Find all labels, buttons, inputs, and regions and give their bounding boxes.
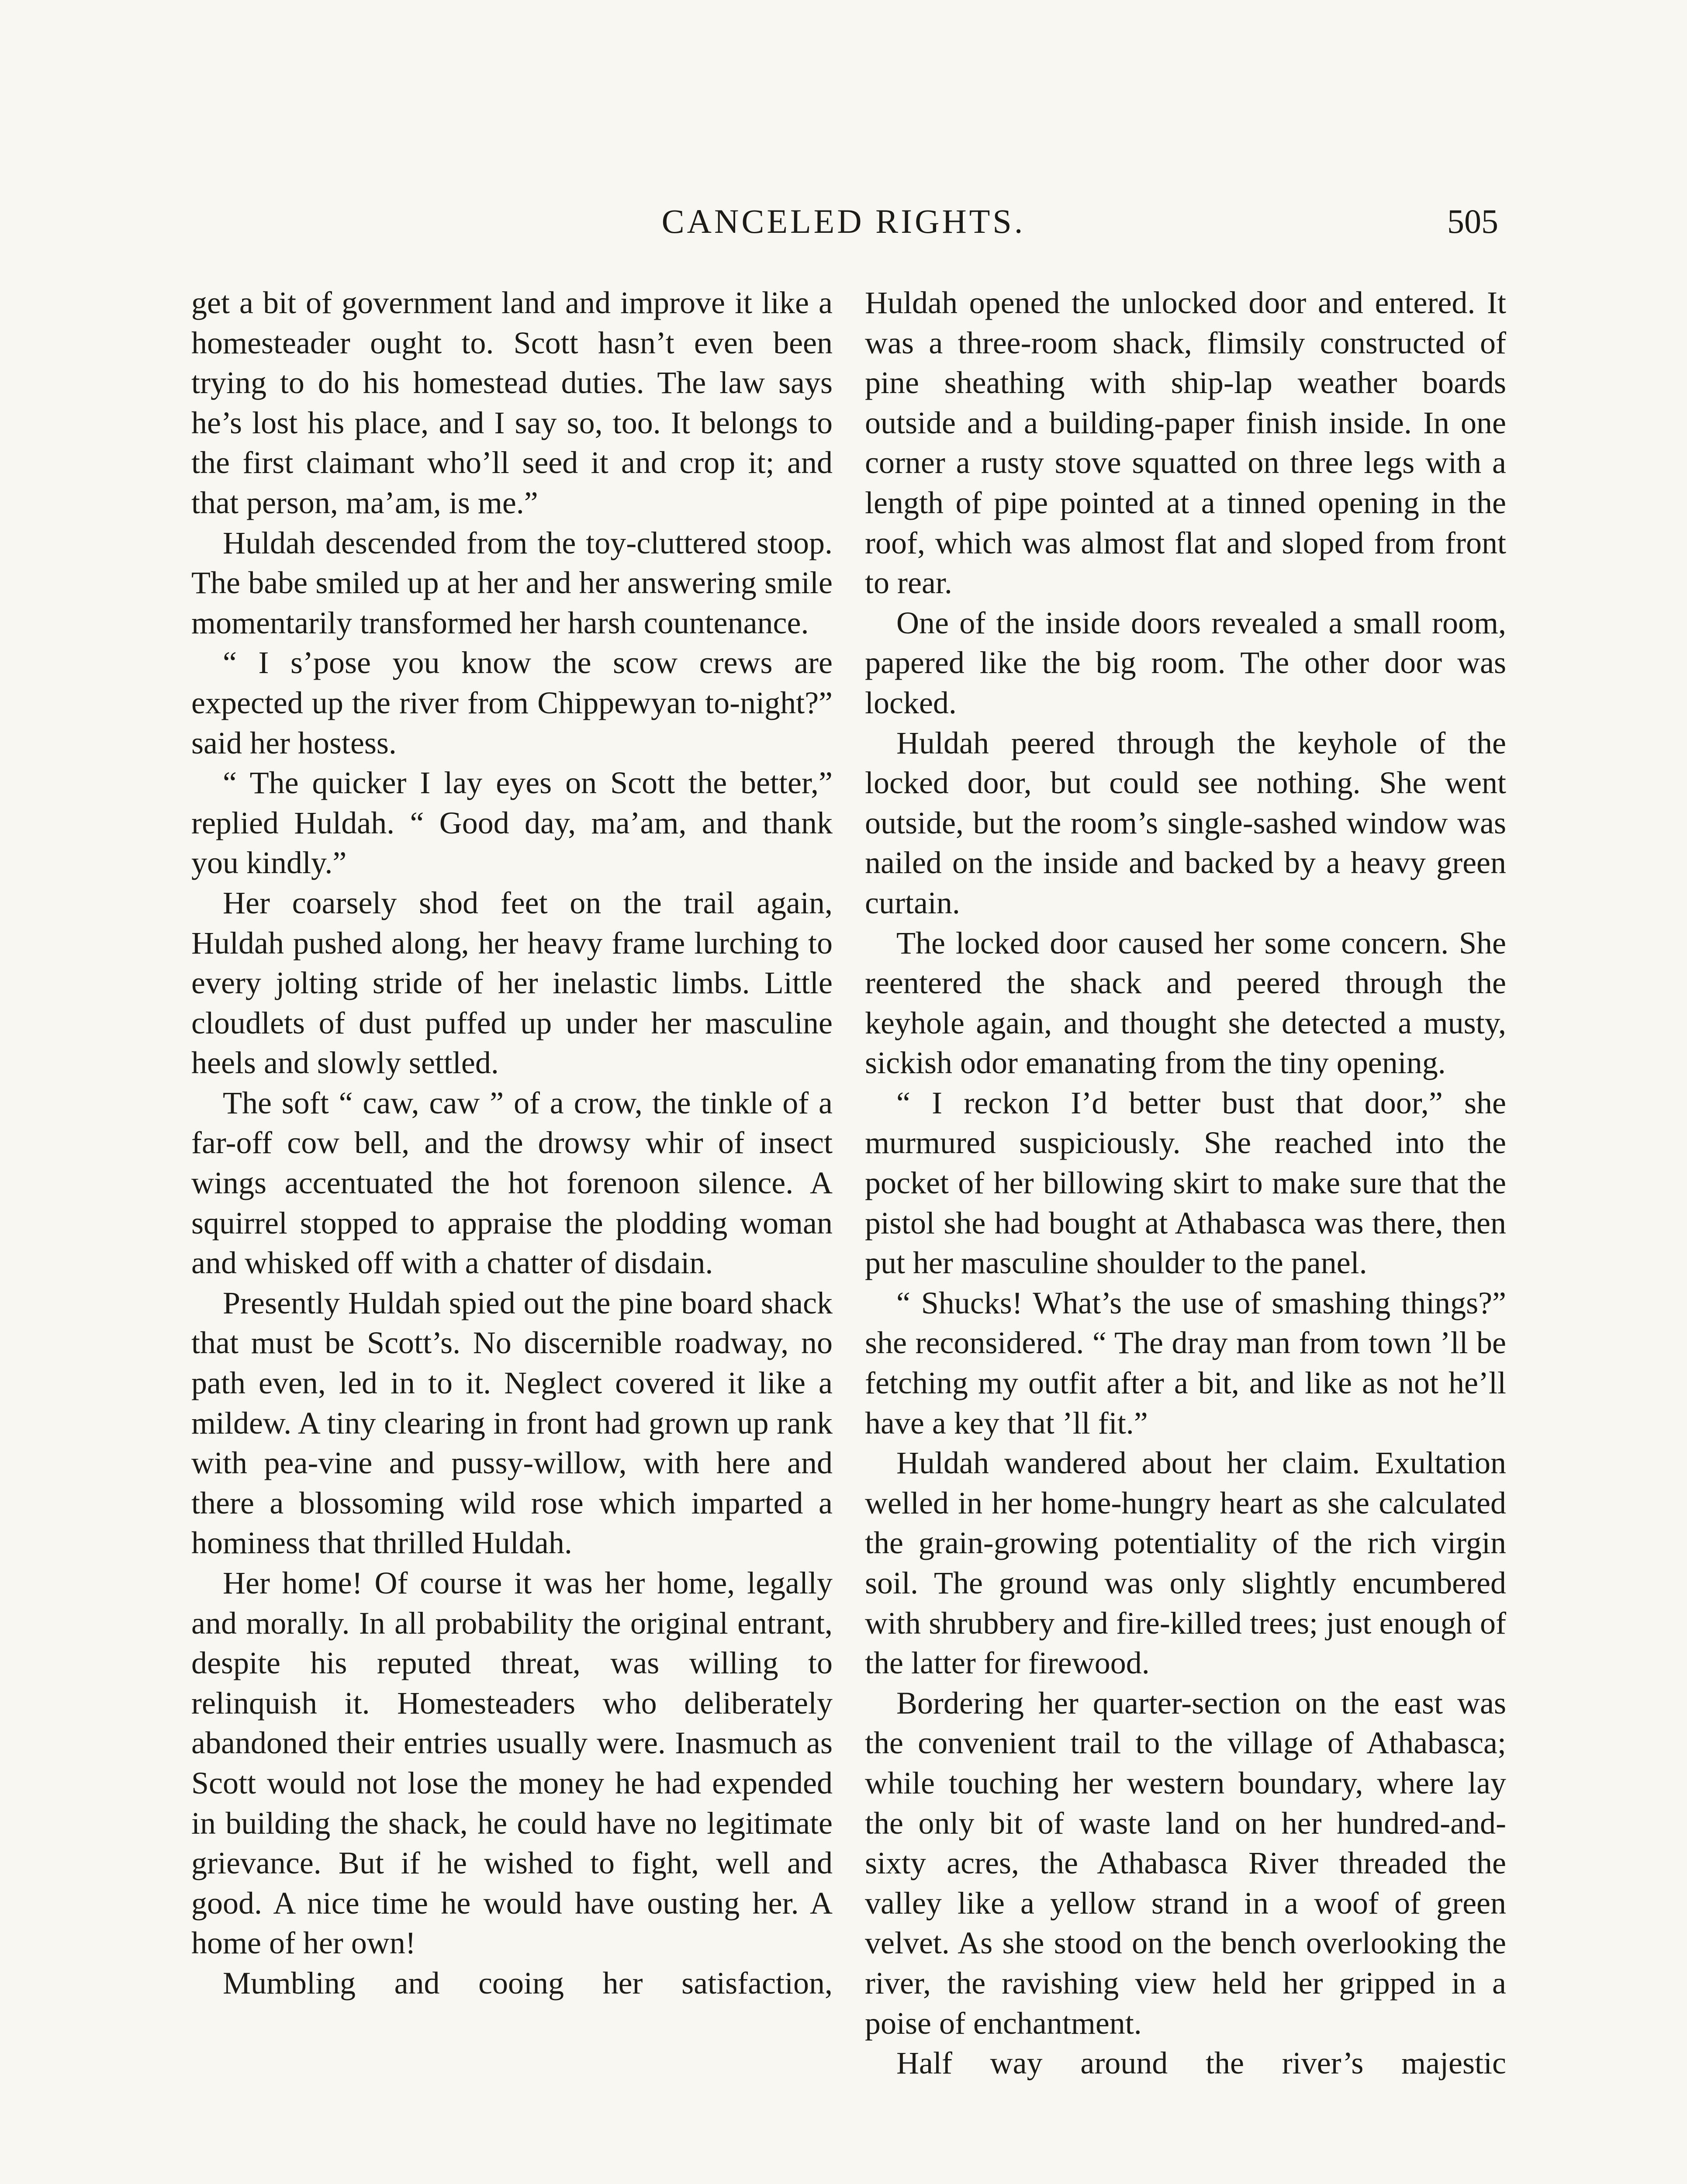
paragraph: “ Shucks! What’s the use of smashing things?” she reconsidered. “ The dray man from town ’ll be fetching my outfit after a bit, and like as not he’ll have a key that ’ll fit.” [865,1285,1506,1441]
paragraph: The locked door caused her some concern. She reentered the shack and peered through the keyhole again, and thought she detected a musty, sickish odor emanating from the tiny opening. [865,925,1506,1081]
paragraph: Mumbling and cooing her satisfaction, [223,1965,833,2001]
paragraph: One of the inside doors revealed a small room, papered like the big room. The other door was locked. [865,605,1506,720]
page-number: 505 [1447,202,1498,240]
paragraph: Presently Huldah spied out the pine board shack that must be Scott’s. No discernible roadway, no path even, led in to it. Neglect covered it like a mildew. A tiny clearing in front had grown up rank with pea-vine and pussy-willow, with here and there a blossoming wild rose which imparted a hominess that thrilled Huldah. [191,1285,833,1561]
paragraph: get a bit of government land and improve it like a homesteader ought to. Scott hasn’t even been trying to do his homestead duties. The law says he’s lost his place, and I say so, too. It belongs to the first claimant who’ll seed it and crop it; and that person, ma’am, is me.” [191,285,833,520]
paragraph: Bordering her quarter-section on the east was the convenient trail to the village of Athabasca; while touching her western boundary, where lay the only bit of waste land on her hundred-and-sixty acres, the Athabasca River threaded the valley like a yellow strand in a woof of green velvet. As she stood on the bench overlooking the river, the ravishing view held her gripped in a poise of enchantment. [865,1685,1506,2041]
paragraph: Huldah wandered about her claim. Exultation welled in her home-hungry heart as she calculated the grain-growing potentiality of the rich virgin soil. The ground was only slightly encumbered with shrubbery and fire-killed trees; just enough of the latter for firewood. [865,1445,1506,1681]
running-title: CANCELED RIGHTS. [661,202,1026,240]
paragraph: Half way around the river’s majestic [896,2046,1506,2081]
paragraph: “ I reckon I’d better bust that door,” she murmured suspiciously. She reached into the pocket of her billowing skirt to make sure that the pistol she had bought at Athabasca was there, then put her masculine shoulder to the panel. [865,1085,1506,1281]
left-text-column [191,283,833,2004]
paragraph: “ The quicker I lay eyes on Scott the better,” replied Huldah. “ Good day, ma’am, and thank you kindly.” [191,765,833,881]
paragraph: “ I s’pose you know the scow crews are expected up the river from Chippewyan to-night?” said her hostess. [191,645,833,760]
right-text-column [865,283,1506,2084]
paragraph: Huldah descended from the toy-cluttered stoop. The babe smiled up at her and her answering smile momentarily transformed her harsh countenance. [191,525,833,640]
paragraph: Her coarsely shod feet on the trail again, Huldah pushed along, her heavy frame lurching to every jolting stride of her inelastic limbs. Little cloudlets of dust puffed up under her masculine heels and slowly settled. [191,885,833,1081]
paragraph: Huldah peered through the keyhole of the locked door, but could see nothing. She went outside, but the room’s single-sashed window was nailed on the inside and backed by a heavy green curtain. [865,725,1506,920]
paragraph: The soft “ caw, caw ” of a crow, the tinkle of a far-off cow bell, and the drowsy whir of insect wings accentuated the hot forenoon silence. A squirrel stopped to appraise the plodding woman and whisked off with a chatter of disdain. [191,1085,833,1281]
paragraph: Her home! Of course it was her home, legally and morally. In all probability the original entrant, despite his reputed threat, was willing to relinquish it. Homesteaders who deliberately abandoned their entries usually were. Inasmuch as Scott would not lose the money he had expended in building the shack, he could have no legitimate grievance. But if he wished to fight, well and good. A nice time he would have ousting her. A home of her own! [191,1565,833,1961]
paragraph: Huldah opened the unlocked door and entered. It was a three-room shack, flimsily constructed of pine sheathing with ship-lap weather boards outside and a building-paper finish inside. In one corner a rusty stove squatted on three legs with a length of pipe pointed at a tinned opening in the roof, which was almost flat and sloped from front to rear. [865,285,1506,601]
